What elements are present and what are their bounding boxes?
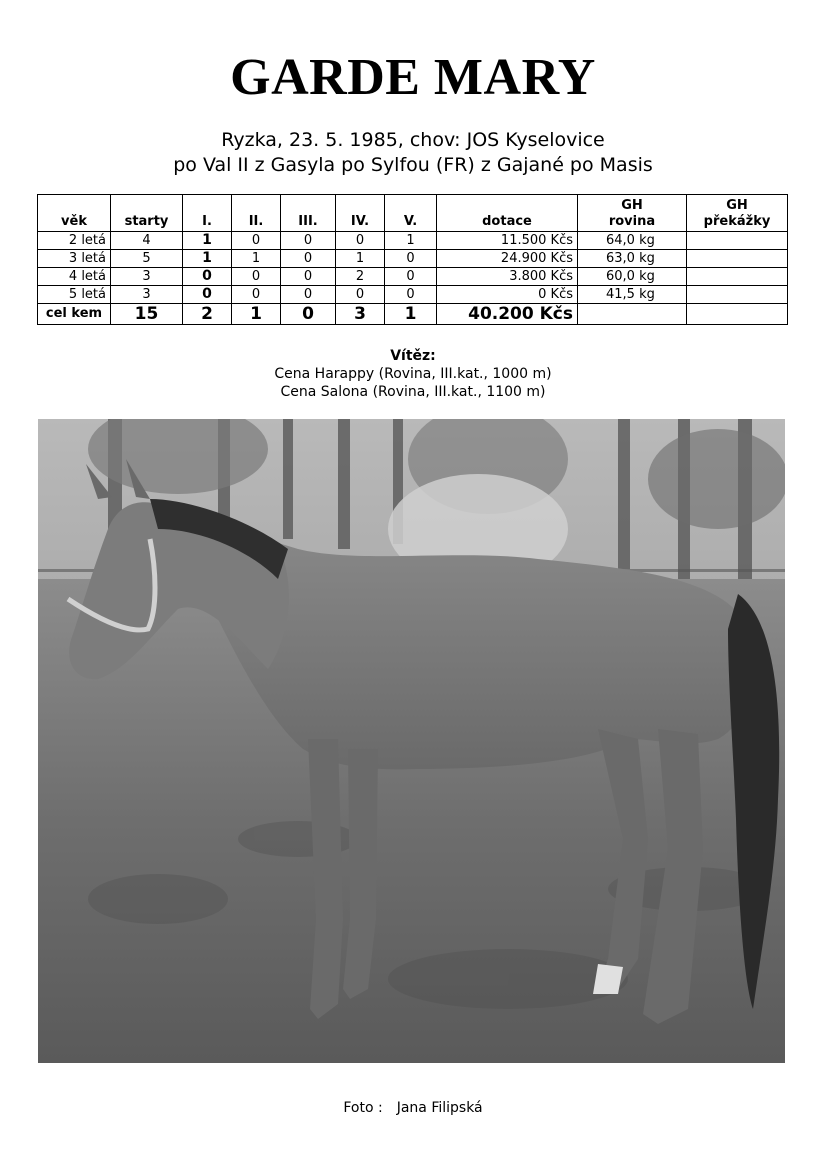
cell-starts: 3 xyxy=(111,268,183,286)
cell-gh-jump xyxy=(687,232,788,250)
table-row xyxy=(38,250,788,268)
table-header-row xyxy=(38,195,788,232)
cell-age: 2 letá xyxy=(38,232,111,250)
cell-gh-jump xyxy=(687,268,788,286)
cell-age: 5 letá xyxy=(38,286,111,304)
table-row xyxy=(38,232,788,250)
cell-gh-jump xyxy=(687,286,788,304)
cell-gh-flat: 63,0 kg xyxy=(578,250,687,268)
col-header-earnings: dotace xyxy=(437,195,578,232)
horse-photo-image xyxy=(38,419,785,1063)
cell-fourth: 0 xyxy=(336,232,385,250)
cell-second: 0 xyxy=(232,232,281,250)
cell-total-gh-jump xyxy=(687,304,788,325)
gh-flat-top: GH xyxy=(621,198,643,213)
cell-starts: 4 xyxy=(111,232,183,250)
cell-fifth: 0 xyxy=(385,268,437,286)
col-header-fourth: IV. xyxy=(336,195,385,232)
cell-second: 0 xyxy=(232,268,281,286)
winner-heading: Vítěz: xyxy=(390,348,436,364)
cell-fourth: 1 xyxy=(336,250,385,268)
cell-fifth: 1 xyxy=(385,232,437,250)
horse-details: Ryzka, 23. 5. 1985, chov: JOS Kyselovice xyxy=(221,129,605,151)
gh-jump-bottom: překážky xyxy=(703,214,771,229)
cell-earnings: 24.900 Kčs xyxy=(437,250,578,268)
table-row xyxy=(38,268,788,286)
gh-jump-top: GH xyxy=(726,198,748,213)
cell-second: 0 xyxy=(232,286,281,304)
cell-total-starts: 15 xyxy=(111,304,183,325)
cell-fifth: 0 xyxy=(385,286,437,304)
horse-photo xyxy=(38,419,785,1063)
cell-third: 0 xyxy=(281,232,336,250)
cell-fifth: 0 xyxy=(385,250,437,268)
cell-total-earnings: 40.200 Kčs xyxy=(437,304,578,325)
cell-age: 3 letá xyxy=(38,250,111,268)
col-header-gh-jump xyxy=(687,195,788,232)
race-record-table xyxy=(37,194,788,325)
col-header-age: věk xyxy=(38,195,111,232)
cell-age: 4 letá xyxy=(38,268,111,286)
cell-total-second: 1 xyxy=(232,304,281,325)
cell-third: 0 xyxy=(281,286,336,304)
horse-pedigree: po Val II z Gasyla po Sylfou (FR) z Gajané po Masis xyxy=(173,154,653,176)
cell-starts: 5 xyxy=(111,250,183,268)
cell-earnings: 11.500 Kčs xyxy=(437,232,578,250)
cell-earnings: 0 Kčs xyxy=(437,286,578,304)
photo-caption xyxy=(0,1099,826,1117)
cell-gh-flat: 64,0 kg xyxy=(578,232,687,250)
cell-total-first: 2 xyxy=(183,304,232,325)
cell-gh-flat: 60,0 kg xyxy=(578,268,687,286)
col-header-starts: starty xyxy=(111,195,183,232)
caption-label: Foto : xyxy=(343,1100,383,1116)
col-header-gh-flat xyxy=(578,195,687,232)
cell-total-third: 0 xyxy=(281,304,336,325)
cell-first: 0 xyxy=(183,268,232,286)
gh-flat-bottom: rovina xyxy=(608,214,656,229)
horse-name-title: GARDE MARY xyxy=(230,49,596,106)
col-header-second: II. xyxy=(232,195,281,232)
total-row xyxy=(38,304,788,325)
photographer-name: Jana Filipská xyxy=(396,1100,483,1116)
cell-third: 0 xyxy=(281,250,336,268)
cell-gh-flat: 41,5 kg xyxy=(578,286,687,304)
cell-total-label: cel kem xyxy=(38,304,111,325)
cell-gh-jump xyxy=(687,250,788,268)
cell-total-gh-flat xyxy=(578,304,687,325)
winner-race: Cena Harappy (Rovina, III.kat., 1000 m) xyxy=(274,366,552,382)
winner-section xyxy=(0,347,826,401)
cell-fourth: 0 xyxy=(336,286,385,304)
table-row xyxy=(38,286,788,304)
col-header-third: III. xyxy=(281,195,336,232)
cell-second: 1 xyxy=(232,250,281,268)
cell-first: 1 xyxy=(183,250,232,268)
cell-first: 0 xyxy=(183,286,232,304)
cell-earnings: 3.800 Kčs xyxy=(437,268,578,286)
cell-total-fourth: 3 xyxy=(336,304,385,325)
cell-starts: 3 xyxy=(111,286,183,304)
cell-first: 1 xyxy=(183,232,232,250)
cell-total-fifth: 1 xyxy=(385,304,437,325)
col-header-fifth: V. xyxy=(385,195,437,232)
cell-third: 0 xyxy=(281,268,336,286)
winner-race: Cena Salona (Rovina, III.kat., 1100 m) xyxy=(280,384,546,400)
col-header-first: I. xyxy=(183,195,232,232)
cell-fourth: 2 xyxy=(336,268,385,286)
